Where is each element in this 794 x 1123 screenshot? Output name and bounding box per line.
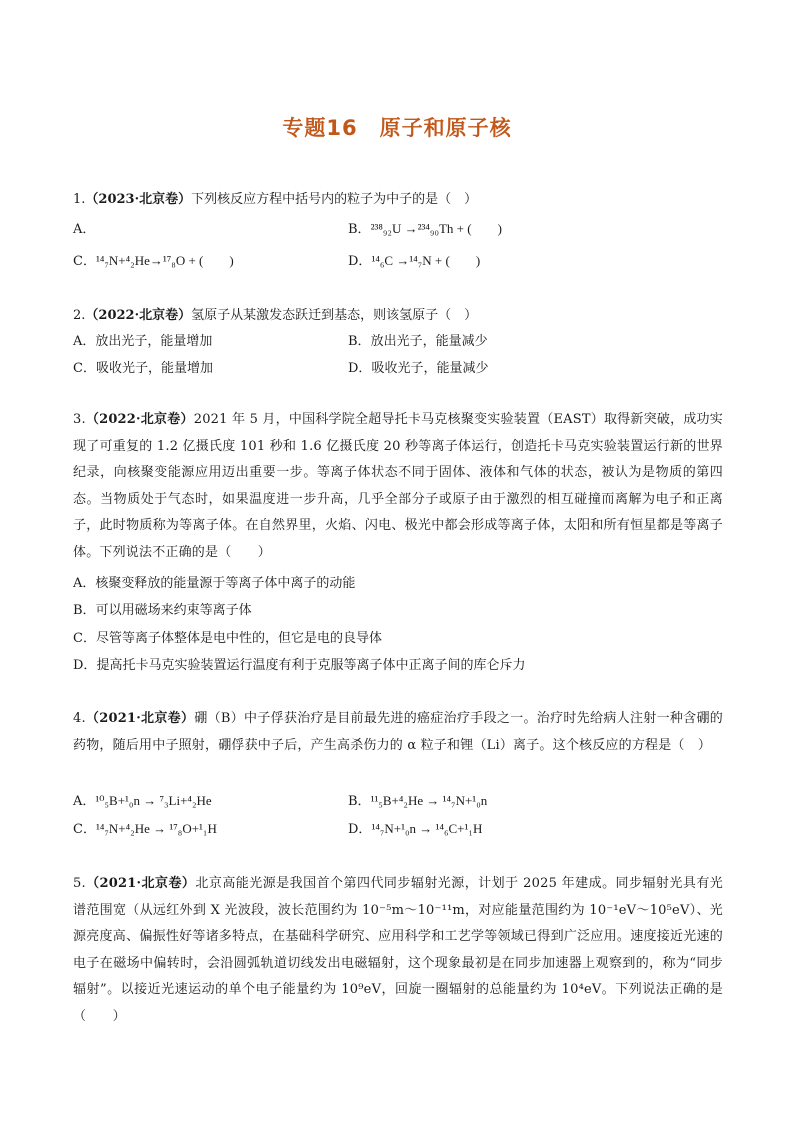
question-5-stem (73, 871, 723, 1030)
q2-option-a (73, 332, 212, 352)
option-label: A． (73, 576, 96, 591)
q1-option-b (348, 219, 502, 240)
option-formula: ¹⁴₆C →¹⁴₇N + ( ) (371, 253, 481, 268)
option-text: 放出光子，能量减少 (370, 334, 488, 349)
option-text: 提高托卡马克实验装置运行温度有利于克服等离子体中正离子间的库仑斥力 (96, 658, 526, 673)
option-label: B． (348, 794, 371, 809)
option-label: C． (73, 361, 96, 376)
q3-option-a (73, 574, 355, 594)
question-source: （2021·北京卷） (85, 711, 195, 726)
question-source: （2022·北京卷） (85, 412, 194, 427)
question-source: （2021·北京卷） (85, 876, 196, 891)
q1-option-c (73, 251, 234, 272)
option-label: B． (348, 222, 371, 237)
question-1-stem (73, 190, 477, 210)
option-formula: ¹⁴₇N+¹₀n → ¹⁴₆C+¹₁H (371, 821, 483, 836)
option-label: C． (73, 254, 96, 269)
option-label: B． (348, 334, 371, 349)
question-number: 1. (73, 192, 86, 207)
option-label: D． (348, 822, 372, 837)
option-label: A． (73, 222, 96, 237)
question-number: 3. (73, 412, 86, 427)
q2-option-d (348, 359, 488, 379)
page-title: 专题16 原子和原子核 (282, 116, 512, 140)
question-number: 2. (73, 308, 86, 323)
question-4-stem (73, 706, 723, 759)
option-formula: ¹¹₅B+⁴₂He → ¹⁴₇N+¹₀n (370, 793, 488, 808)
option-label: A． (73, 794, 96, 809)
q3-option-c (73, 629, 382, 649)
question-text: 北京高能光源是我国首个第四代同步辐射光源，计划于 2025 年建成。同步辐射光具有光谱范围宽（从远红外到 X 光波段，波长范围约为 10⁻⁵m～10⁻¹¹m，对应能量范围约为 10⁻¹eV～10⁵eV）、光源亮度高、偏振性好等诸多特点，在基础科学研究、应用科学和工艺学等领域已得到广泛应用。速度接近光速的电子在磁场中偏转时，会沿圆弧轨道切线发出电磁辐射，这个现象最初是在同步加速器上观察到的，称为“同步辐射”。以接近光速运动的单个电子能量约为 10⁹eV，回旋一圈辐射的总能量约为 10⁴eV。下列说法正确的是（ ） (73, 876, 723, 1024)
q3-option-b (73, 601, 252, 621)
q4-option-a (73, 791, 212, 812)
option-text: 尽管等离子体整体是电中性的，但它是电的良导体 (95, 631, 382, 646)
option-label: B． (73, 603, 96, 618)
option-formula: ²³⁸₉₂U →²³⁴₉₀Th + ( ) (370, 221, 502, 236)
option-text: 吸收光子，能量减少 (371, 361, 489, 376)
question-number: 4. (73, 711, 86, 726)
option-formula: ¹⁰₅B+¹₀n → ⁷₃Li+⁴₂He (95, 793, 212, 808)
option-text: 放出光子，能量增加 (95, 334, 213, 349)
q4-option-c (73, 819, 217, 840)
question-source: （2023·北京卷） (85, 192, 192, 207)
q1-option-a (73, 219, 95, 240)
q4-option-d (348, 819, 482, 840)
question-source: （2022·北京卷） (85, 308, 192, 323)
question-text: 下列核反应方程中括号内的粒子为中子的是（ ） (191, 192, 478, 207)
option-label: A． (73, 334, 96, 349)
option-text: 核聚变释放的能量源于等离子体中离子的动能 (95, 576, 356, 591)
question-2-stem (73, 306, 477, 326)
question-number: 5. (73, 876, 86, 891)
option-text: 吸收光子，能量增加 (95, 361, 213, 376)
q1-option-d (348, 251, 480, 272)
option-formula: ¹⁴₇N+⁴₂He→¹⁷₈O + ( ) (95, 253, 234, 268)
option-label: D． (73, 658, 97, 673)
q2-option-b (348, 332, 488, 352)
option-label: C． (73, 631, 96, 646)
option-label: C． (73, 822, 96, 837)
question-text: 硼（B）中子俘获治疗是目前最先进的癌症治疗手段之一。治疗时先给病人注射一种含硼的药物，随后用中子照射，硼俘获中子后，产生高杀伤力的 α 粒子和锂（Li）离子。这个核反应的方程是（ ） (73, 711, 723, 753)
q4-option-b (348, 791, 487, 812)
q2-option-c (73, 359, 213, 379)
option-formula: ¹⁴₇N+⁴₂He → ¹⁷₈O+¹₁H (95, 821, 217, 836)
question-text: 氢原子从某激发态跃迁到基态，则该氢原子（ ） (191, 308, 478, 323)
question-3-stem (73, 407, 723, 566)
question-text: 2021 年 5 月，中国科学院全超导托卡马克核聚变实验装置（EAST）取得新突破，成功实现了可重复的 1.2 亿摄氏度 101 秒和 1.6 亿摄氏度 20 秒等离子体运行，创造托卡马克实验装置运行新的世界纪录，向核聚变能源应用迈出重要一步。等离子体状态不同于固体、液体和气体的状态，被认为是物质的第四态。当物质处于气态时，如果温度进一步升高，几乎全部分子或原子由于激烈的相互碰撞而离解为电子和正离子，此时物质称为等离子体。在自然界里，火焰、闪电、极光中都会形成等离子体，太阳和所有恒星都是等离子体。下列说法不正确的是（ ） (73, 412, 723, 560)
option-text: 可以用磁场来约束等离子体 (95, 603, 252, 618)
option-label: D． (348, 254, 372, 269)
q3-option-d (73, 656, 525, 676)
option-label: D． (348, 361, 372, 376)
